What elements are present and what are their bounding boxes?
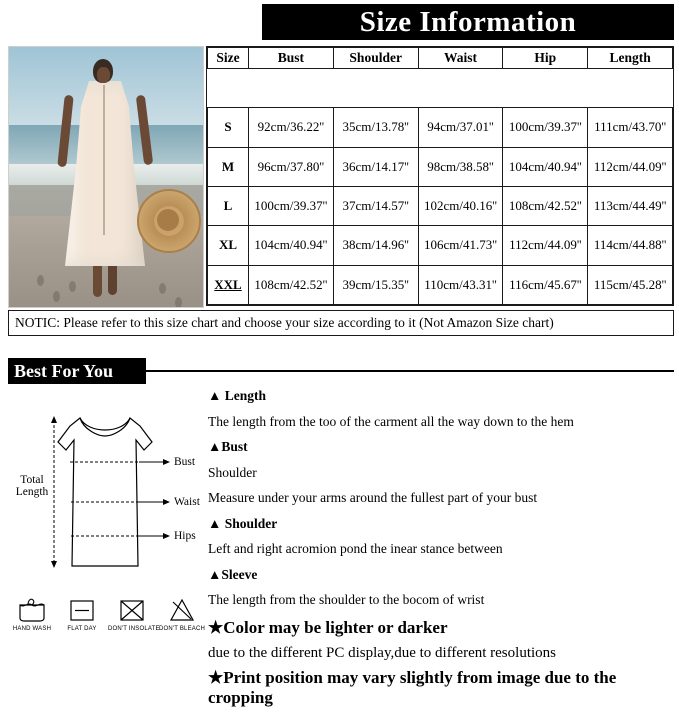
waist-label: Waist [174, 496, 200, 508]
total-length-line-2: Length [15, 486, 49, 498]
cell-waist: 102cm/40.16'' [418, 186, 503, 225]
guide-body-sleeve: The length from the shoulder to the bocom of wrist [208, 592, 485, 608]
table-row [208, 108, 673, 147]
note-color: ★Color may be lighter or darker [208, 617, 448, 637]
cell-size: XXL [208, 265, 249, 304]
best-for-you-label: Best For You [14, 360, 113, 381]
page-title-banner [262, 4, 674, 40]
note-print: ★Print position may vary slightly from image due to the cropping [208, 668, 617, 707]
cell-hip: 112cm/44.09'' [503, 226, 588, 265]
table-row [208, 186, 673, 225]
product-photo [8, 46, 204, 308]
column-header-waist: Waist [418, 48, 503, 69]
guide-heading-shoulder: ▲ Shoulder [208, 515, 278, 531]
cell-waist: 94cm/37.01'' [418, 108, 503, 147]
guide-body-bust: Measure under your arms around the fullest part of your bust [208, 490, 538, 506]
cell-waist: 106cm/41.73'' [418, 226, 503, 265]
column-header-size: Size [208, 48, 249, 69]
guide-body-shoulder: Left and right acromion pond the inear stance between [208, 541, 503, 557]
size-chart-table-container [206, 46, 674, 306]
guide-body-bust-shoulder: Shoulder [208, 464, 257, 480]
cell-shoulder: 37cm/14.57'' [333, 186, 418, 225]
total-length-label [10, 474, 54, 498]
footprint-icon [69, 281, 76, 292]
column-header-shoulder: Shoulder [333, 48, 418, 69]
hips-label: Hips [174, 530, 196, 542]
column-header-bust: Bust [249, 48, 334, 69]
cell-bust: 108cm/42.52'' [249, 265, 334, 304]
flat-dry-icon [67, 596, 97, 624]
care-item-flat-dry [58, 596, 106, 632]
section-divider [146, 370, 674, 372]
measurement-diagram [8, 396, 204, 592]
guide-body-length: The length from the too of the carment all the way down to the hem [208, 413, 574, 429]
care-item-hand-wash [8, 596, 56, 632]
cell-hip: 108cm/42.52'' [503, 186, 588, 225]
footprint-icon [53, 291, 60, 302]
cell-shoulder: 36cm/14.17'' [333, 147, 418, 186]
cell-length: 112cm/44.09'' [588, 147, 673, 186]
cell-hip: 116cm/45.67'' [503, 265, 588, 304]
cell-bust: 96cm/37.80'' [249, 147, 334, 186]
table-row [208, 147, 673, 186]
guide-heading-length: ▲ Length [208, 388, 266, 403]
care-caption-flat-dry: FLAT DAY [67, 626, 97, 632]
cell-size: M [208, 147, 249, 186]
straw-hat-crown [157, 209, 179, 231]
measurement-guide-text [208, 388, 676, 716]
dont-bleach-icon [167, 596, 197, 624]
cell-size: S [208, 108, 249, 147]
model-face [97, 67, 110, 83]
cell-length: 114cm/44.88'' [588, 226, 673, 265]
bust-label: Bust [174, 456, 196, 468]
cell-shoulder: 35cm/13.78'' [333, 108, 418, 147]
cell-waist: 98cm/38.58'' [418, 147, 503, 186]
best-for-you-banner [8, 358, 146, 384]
guide-heading-sleeve: ▲Sleeve [208, 566, 258, 582]
cell-length: 113cm/44.49'' [588, 186, 673, 225]
model-right-leg [108, 261, 117, 295]
care-caption-dont-bleach: DON'T BLEACH [158, 626, 206, 632]
cell-size: L [208, 186, 249, 225]
table-row [208, 265, 673, 304]
note-display: due to the different PC display,due to different resolutions [208, 645, 556, 662]
cell-hip: 100cm/39.37'' [503, 108, 588, 147]
total-length-line-1: Total [20, 474, 44, 486]
care-instructions-row [8, 596, 208, 656]
care-caption-hand-wash: HAND WASH [12, 626, 52, 632]
cell-size: XL [208, 226, 249, 265]
cell-waist: 110cm/43.31'' [418, 265, 503, 304]
cell-hip: 104cm/40.94'' [503, 147, 588, 186]
cell-shoulder: 38cm/14.96'' [333, 226, 418, 265]
footprint-icon [175, 297, 182, 308]
column-header-hip: Hip [503, 48, 588, 69]
cell-shoulder: 39cm/15.35'' [333, 265, 418, 304]
cell-bust: 92cm/36.22'' [249, 108, 334, 147]
size-chart-notice: NOTIC: Please refer to this size chart and choose your size according to it (Not Amazon Size chart) [8, 310, 674, 336]
dress-button-placket [103, 85, 105, 235]
table-header-row [208, 48, 673, 69]
size-chart-table [207, 47, 673, 305]
cell-length: 111cm/43.70'' [588, 108, 673, 147]
footprint-icon [159, 283, 166, 294]
table-spacer-row [208, 69, 673, 108]
model-left-leg [93, 261, 102, 297]
table-spacer-cell [208, 69, 673, 108]
dont-insolate-icon [117, 596, 147, 624]
page-title: Size Information [359, 5, 577, 38]
cell-length: 115cm/45.28'' [588, 265, 673, 304]
column-header-length: Length [588, 48, 673, 69]
cell-bust: 100cm/39.37'' [249, 186, 334, 225]
care-item-dont-bleach [158, 596, 206, 632]
footprint-icon [37, 275, 44, 286]
guide-heading-bust: ▲Bust [208, 439, 248, 455]
care-caption-dont-insolate: DON'T INSOLATE [108, 626, 160, 632]
hand-wash-icon [17, 596, 47, 624]
table-row [208, 226, 673, 265]
care-item-dont-insolate [108, 596, 160, 632]
cell-bust: 104cm/40.94'' [249, 226, 334, 265]
